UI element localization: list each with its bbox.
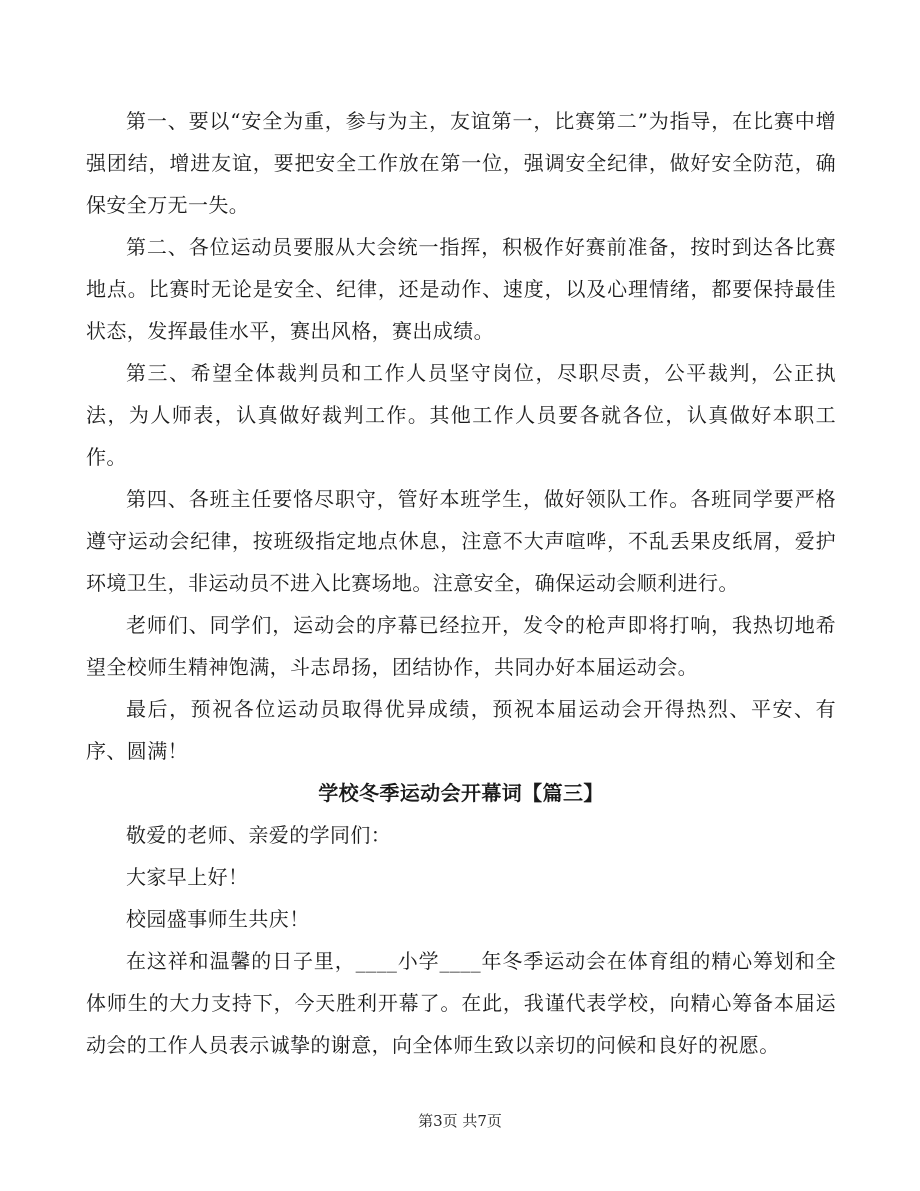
paragraph: 第二、各位运动员要服从大会统一指挥，积极作好赛前准备，按时到达各比赛地点。比赛时无论是安全、纪律，还是动作、速度，以及心理情绪，都要保持最佳状态，发挥最佳水平，赛出风格，赛出成绩。 <box>86 235 836 343</box>
paragraph: 敬爱的老师、亲爱的学同们： <box>126 823 392 847</box>
paragraph: 第三、希望全体裁判员和工作人员坚守岗位，尽职尽责，公平裁判，公正执法，为人师表，认真做好裁判工作。其他工作人员要各就各位，认真做好本职工作。 <box>86 361 836 469</box>
section-heading: 学校冬季运动会开幕词【篇三】 <box>318 781 604 805</box>
document-body <box>86 100 836 1066</box>
paragraph: 大家早上好！ <box>126 865 249 889</box>
page-number-footer: 第3页 共7页 <box>418 1112 502 1130</box>
paragraph: 第四、各班主任要恪尽职守，管好本班学生，做好领队工作。各班同学要严格遵守运动会纪律，按班级指定地点休息，注意不大声喧哗，不乱丢果皮纸屑，爱护环境卫生，非运动员不进入比赛场地。注意安全，确保运动会顺利进行。 <box>86 487 836 595</box>
paragraph: 第一、要以“安全为重，参与为主，友谊第一，比赛第二”为指导，在比赛中增强团结，增进友谊，要把安全工作放在第一位，强调安全纪律，做好安全防范，确保安全万无一失。 <box>86 109 836 217</box>
paragraph: 老师们、同学们，运动会的序幕已经拉开，发令的枪声即将打响，我热切地希望全校师生精神饱满，斗志昂扬，团结协作，共同办好本届运动会。 <box>86 613 836 679</box>
paragraph: 最后，预祝各位运动员取得优异成绩，预祝本届运动会开得热烈、平安、有序、圆满！ <box>86 697 836 763</box>
paragraph: 校园盛事师生共庆！ <box>126 907 310 931</box>
paragraph: 在这祥和温馨的日子里，____小学____年冬季运动会在体育组的精心筹划和全体师生的大力支持下，今天胜利开幕了。在此，我谨代表学校，向精心筹备本届运动会的工作人员表示诚挚的谢意，向全体师生致以亲切的问候和良好的祝愿。 <box>86 949 836 1057</box>
